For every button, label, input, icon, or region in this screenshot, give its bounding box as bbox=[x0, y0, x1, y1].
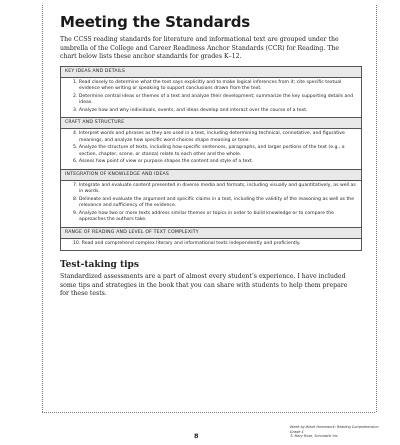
standard-item: 4. Interpret words and phrases as they are used in a text, including determining technical, connotative, and figurative meanings, and analyze how specific word choices shape meaning or tone. bbox=[73, 131, 345, 143]
standard-item: 5. Analyze the structure of texts, including how specific sentences, paragraphs, and larger portions of the text (e.g., a section, chapter, scene, or stanza) relate to each other and the whole. bbox=[73, 145, 345, 157]
standard-item: 2. Determine central ideas or themes of a text and analyze their development; summarize the key supporting details and ideas. bbox=[73, 93, 354, 106]
category-items bbox=[61, 78, 361, 118]
standard-item: 8. Delineate and evaluate the argument and specific claims in a text, including the validity of the reasoning as well as the relevance and sufficiency of the evidence. bbox=[73, 196, 355, 209]
intro-paragraph: The CCSS reading standards for literature and informational text are grouped under the umbrella of the College and Career Readiness Anchor Standards (CCR) for Reading. The chart below lists these anchor standards for grades K–12. bbox=[60, 36, 340, 61]
category-header: RANGE OF READING AND LEVEL OF TEXT COMPLEXITY bbox=[61, 227, 361, 239]
standard-item: 1. Read closely to determine what the text says explicitly and to make logical inferences from it; cite specific textual evidence when writing or speaking to support conclusions drawn from the text. bbox=[73, 79, 342, 92]
standard-item: 3. Analyze how and why individuals, events, and ideas develop and interact over the course of a text. bbox=[73, 107, 308, 113]
standard-item: 7. Integrate and evaluate content presented in diverse media and formats, including visually and quantitatively, as well as in words. bbox=[73, 182, 356, 195]
category-header: INTEGRATION OF KNOWLEDGE AND IDEAS bbox=[61, 169, 361, 181]
standard-item: 10. Read and comprehend complex literary and informational texts independently and proficiently. bbox=[73, 240, 301, 246]
standards-chart bbox=[60, 66, 362, 252]
page-number: 8 bbox=[194, 432, 199, 440]
page-title: Meeting the Standards bbox=[60, 13, 250, 31]
category-items bbox=[61, 239, 361, 251]
category-header: CRAFT AND STRUCTURE bbox=[61, 117, 361, 129]
standard-item: 6. Assess how point of view or purpose shapes the content and style of a text. bbox=[73, 159, 254, 165]
dotted-cut-line bbox=[42, 412, 375, 413]
credit-copyright: © Mary Rose, Scholastic Inc. bbox=[290, 434, 339, 439]
standard-item: 9. Analyze how two or more texts address similar themes or topics in order to build knowledge or to compare the approaches the authors take. bbox=[73, 210, 334, 223]
credit-line bbox=[290, 425, 390, 439]
category-items bbox=[61, 129, 361, 169]
category-items bbox=[61, 181, 361, 227]
credit-book-title: Week-by-Week Homework: Reading Comprehension Grade 4 bbox=[290, 425, 379, 434]
category-header: KEY IDEAS AND DETAILS bbox=[61, 67, 361, 78]
tips-paragraph: Standardized assessments are a part of almost every student’s experience. I have included some tips and strategies in the book that you can share with students to help them prepare for these tests. bbox=[60, 273, 348, 298]
page-content bbox=[60, 13, 355, 299]
section-subheading: Test-taking tips bbox=[60, 260, 139, 271]
